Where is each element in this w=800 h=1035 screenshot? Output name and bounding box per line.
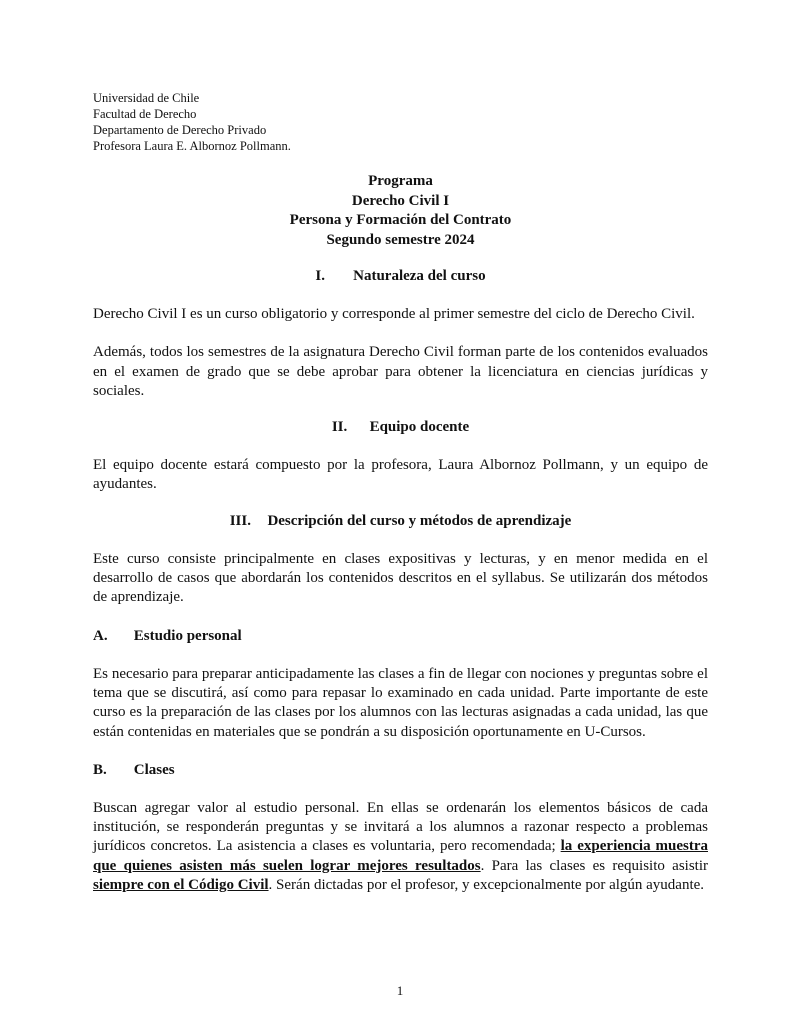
header-faculty: Facultad de Derecho	[93, 107, 197, 121]
underlined-emphasis: la experiencia muestra que quienes asisten más suelen lograr mejores resultados	[93, 838, 708, 874]
paragraph: Además, todos los semestres de la asignatura Derecho Civil forman parte de los contenidos evaluados en el examen de grado que se debe aprobar para obtener la licenciatura en ciencias jurídicas y sociales.	[93, 344, 708, 399]
header-professor: Profesora Laura E. Albornoz Pollmann.	[93, 139, 291, 153]
section-title: Equipo docente	[369, 419, 470, 436]
section-title: Descripción del curso y métodos de aprendizaje	[267, 512, 572, 529]
text-run: Buscan agregar valor al estudio personal. En ellas se ordenarán los elementos básicos de cada institución, se responderán preguntas y se invitará a los alumnos a razonar respecto a problemas jurídicos concretos. La asistencia a clases es voluntaria, pero recomendada;	[93, 799, 708, 855]
page-number: 1	[396, 983, 404, 998]
section-heading-ii	[93, 417, 708, 437]
section-number: II.	[331, 419, 348, 436]
text-run: . Para las clases es requisito asistir	[480, 857, 708, 874]
document-title	[93, 172, 708, 250]
header-department: Departamento de Derecho Privado	[93, 123, 267, 137]
paragraph: Este curso consiste principalmente en clases expositivas y lecturas, y en menor medida en el desarrollo de casos que abordarán los contenidos descritos en el syllabus. Se utilizarán dos métodos de aprendizaje.	[93, 550, 708, 606]
text-run: . Serán dictadas por el profesor, y excepcionalmente por algún ayudante.	[268, 877, 705, 894]
title-line: Programa	[368, 173, 433, 189]
institution-header	[93, 90, 708, 154]
section-number: I.	[315, 268, 325, 284]
subsection-title: Estudio personal	[133, 627, 242, 644]
subsection-number: A.	[93, 627, 108, 644]
title-line: Derecho Civil I	[351, 192, 450, 209]
paragraph: El equipo docente estará compuesto por la profesora, Laura Albornoz Pollmann, y un equipo de ayudantes.	[93, 457, 708, 493]
section-heading-i	[93, 266, 708, 286]
document-page	[93, 90, 708, 895]
underlined-emphasis: siempre con el Código Civil	[93, 877, 269, 894]
paragraph	[93, 799, 708, 895]
subsection-heading-b	[93, 760, 708, 780]
subsection-number: B.	[93, 761, 107, 778]
section-heading-iii	[93, 511, 708, 531]
paragraph: Derecho Civil I es un curso obligatorio y corresponde al primer semestre del ciclo de Derecho Civil.	[93, 306, 695, 322]
paragraph: Es necesario para preparar anticipadamente las clases a fin de llegar con nociones y preguntas sobre el tema que se discutirá, así como para repasar lo examinado en cada unidad. Parte importante de este curso es la preparación de las clases por los alumnos con las lecturas asignadas a cada unidad, las que están contenidas en materiales que se pondrán a su disposición oportunamente en U-Cursos.	[93, 665, 708, 740]
title-line: Persona y Formación del Contrato	[289, 212, 512, 228]
subsection-title: Clases	[133, 761, 175, 778]
subsection-heading-a	[93, 626, 708, 646]
section-number: III.	[229, 512, 251, 529]
title-line: Segundo semestre 2024	[326, 231, 475, 248]
header-university: Universidad de Chile	[93, 91, 200, 105]
section-title: Naturaleza del curso	[353, 268, 486, 284]
